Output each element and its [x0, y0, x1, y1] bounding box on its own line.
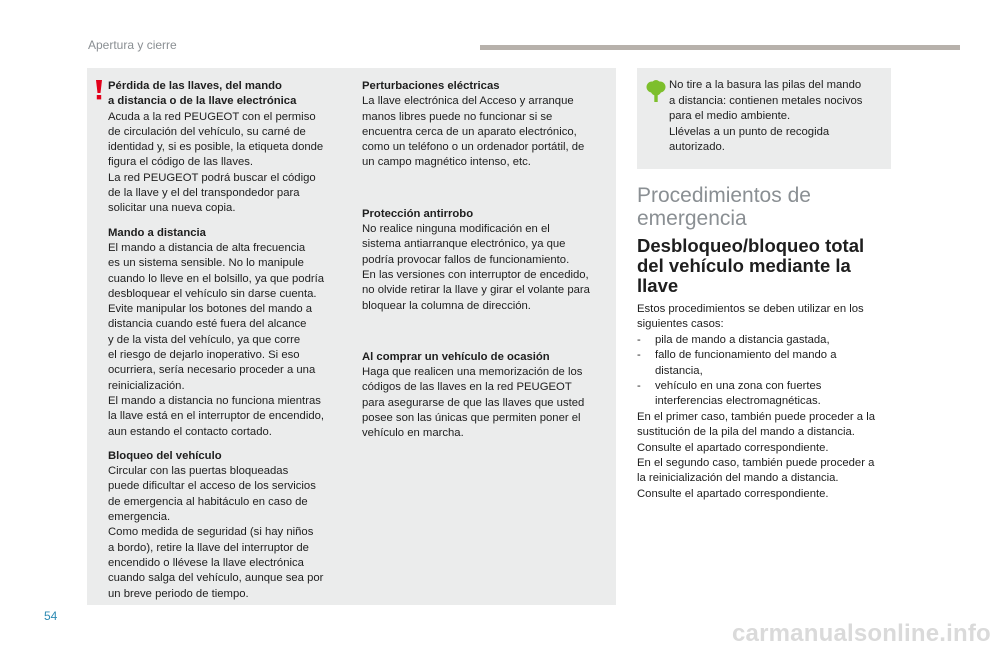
text-line: cuando salga del vehículo, aunque sea por — [108, 572, 324, 585]
note-electrical-interference — [362, 79, 607, 171]
text-line: En el segundo caso, también puede proceder a — [637, 457, 875, 470]
text-line: figura el código de las llaves. — [108, 156, 254, 169]
text-line: - vehículo en una zona con fuertes — [655, 380, 822, 393]
text-line: aun estando el contacto cortado. — [108, 425, 272, 438]
text-line: como un teléfono o un ordenador portátil, de — [362, 141, 585, 154]
text-line: vehículo en marcha. — [362, 427, 464, 440]
text-line: Acuda a la red PEUGEOT con el permiso — [108, 110, 316, 123]
eco-note-text — [669, 78, 881, 156]
watermark: carmanualsonline.info — [732, 620, 991, 647]
text-line: - fallo de funcionamiento del mando a — [655, 349, 837, 362]
text-line: un campo magnético intenso, etc. — [362, 156, 531, 169]
text-line: es un sistema sensible. No lo manipule — [108, 257, 304, 270]
text-line: En el primer caso, también puede proceder a la — [637, 410, 875, 423]
text-line: desbloquear el vehículo sin darse cuenta. — [108, 287, 317, 300]
note-used-vehicle — [362, 350, 607, 442]
header-accent-bar — [480, 45, 960, 50]
text-line: solicitar una nueva copia. — [108, 202, 236, 215]
page-number: 54 — [44, 609, 58, 623]
text-line: La llave electrónica del Acceso y arranque — [362, 95, 574, 108]
text-line: Circular con las puertas bloqueadas — [108, 465, 289, 478]
heading-line: emergencia — [637, 207, 747, 230]
text-line: para asegurarse de que las llaves que usted — [362, 396, 585, 409]
text-line: un breve periodo de tiempo. — [108, 587, 249, 600]
text-line: manos libres puede no funcionar si se — [362, 110, 553, 123]
left-notes-column — [108, 79, 342, 602]
subheading-line: del vehículo mediante la — [637, 255, 851, 276]
text-line: no olvide retirar la llave y girar el volante para — [362, 284, 590, 297]
text-line: la reinicialización del mando a distancia. — [637, 472, 839, 485]
text-line: La red PEUGEOT podrá buscar el código — [108, 171, 316, 184]
text-line: encuentra cerca de un aparato electrónico, — [362, 125, 577, 138]
note-title: Mando a distancia — [108, 226, 206, 239]
text-line: posee son las únicas que permiten poner el — [362, 412, 581, 425]
note-title: Perturbaciones eléctricas — [362, 80, 500, 92]
text-line: sistema antiarranque electrónico, ya que — [362, 238, 566, 251]
text-line: Haga que realicen una memorización de los — [362, 366, 583, 379]
text-line: distancia, — [655, 364, 703, 377]
section-header-title: Apertura y cierre — [88, 38, 177, 52]
text-line: Llévelas a un punto de recogida — [669, 125, 830, 138]
text-line: a bordo), retire la llave del interruptor de — [108, 541, 309, 554]
text-line: identidad y, si es posible, la etiqueta donde — [108, 141, 324, 154]
note-title: a distancia o de la llave electrónica — [108, 95, 297, 108]
text-line: de emergencia al habitáculo en caso de — [108, 495, 308, 508]
note-remote-control — [108, 226, 342, 440]
text-line: la llave está en el interruptor de encendido, — [108, 410, 325, 423]
note-title: Protección antirrobo — [362, 207, 474, 220]
text-line: y de la vista del vehículo, ya que corre — [108, 333, 301, 346]
text-line: No realice ninguna modificación en el — [362, 223, 550, 236]
text-line: puede dificultar el acceso de los servicios — [108, 480, 316, 493]
text-line: emergencia. — [108, 511, 171, 524]
text-line: de circulación del vehículo, su carné de — [108, 125, 306, 138]
text-line: Consulte el apartado correspondiente. — [637, 487, 829, 500]
text-line: cuando lo lleve en el bolsillo, ya que podría — [108, 272, 325, 285]
text-line: No tire a la basura las pilas del mando — [669, 79, 862, 91]
note-title: Bloqueo del vehículo — [108, 449, 222, 462]
heading-line: Procedimientos de — [637, 184, 811, 207]
text-line: El mando a distancia de alta frecuencia — [108, 241, 306, 254]
text-line: para el medio ambiente. — [669, 110, 791, 123]
list-item — [637, 379, 893, 410]
text-line: En las versiones con interruptor de encedido, — [362, 268, 589, 281]
text-line: interferencias electromagnéticas. — [655, 395, 821, 408]
text-line: ocurriera, sería necesario proceder a una — [108, 364, 316, 377]
text-line: Consulte el apartado correspondiente. — [637, 441, 829, 454]
text-line: de la llave y el del transpondedor para — [108, 187, 300, 200]
sub-heading — [637, 236, 897, 296]
note-anti-theft — [362, 207, 607, 314]
text-line: siguientes casos: — [637, 318, 724, 331]
text-line: Como medida de seguridad (si hay niños — [108, 526, 314, 539]
text-line: distancia cuando esté fuera del alcance — [108, 318, 307, 331]
note-title: Pérdida de las llaves, del mando — [108, 80, 282, 92]
text-line: el riesgo de dejarlo inoperativo. Si eso — [108, 349, 300, 362]
text-line: códigos de las llaves en la red PEUGEOT — [362, 381, 572, 394]
text-line: podría provocar fallos de funcionamiento. — [362, 253, 570, 266]
eco-tree-icon — [646, 80, 666, 102]
warning-exclamation-icon — [93, 80, 105, 100]
text-line: reinicialización. — [108, 379, 185, 392]
list-item — [637, 333, 893, 348]
middle-notes-column — [362, 79, 607, 442]
text-line: encendido o llévese la llave electrónica — [108, 556, 304, 569]
procedure-body — [637, 302, 893, 502]
note-vehicle-locking — [108, 449, 342, 602]
note-title: Al comprar un vehículo de ocasión — [362, 350, 550, 363]
list-item — [637, 348, 893, 379]
section-heading — [637, 184, 897, 230]
text-line: bloquear la columna de dirección. — [362, 299, 531, 312]
note-lost-keys — [108, 79, 342, 217]
text-line: autorizado. — [669, 141, 725, 154]
text-line: sustitución de la pila del mando a distancia. — [637, 426, 855, 439]
text-line: Evite manipular los botones del mando a — [108, 303, 313, 316]
text-line: El mando a distancia no funciona mientras — [108, 394, 321, 407]
text-line: a distancia: contienen metales nocivos — [669, 94, 863, 107]
subheading-line: Desbloqueo/bloqueo total — [637, 235, 865, 256]
text-line: - pila de mando a distancia gastada, — [655, 333, 830, 346]
text-line: Estos procedimientos se deben utilizar en los — [637, 303, 864, 315]
subheading-line: llave — [637, 275, 679, 296]
